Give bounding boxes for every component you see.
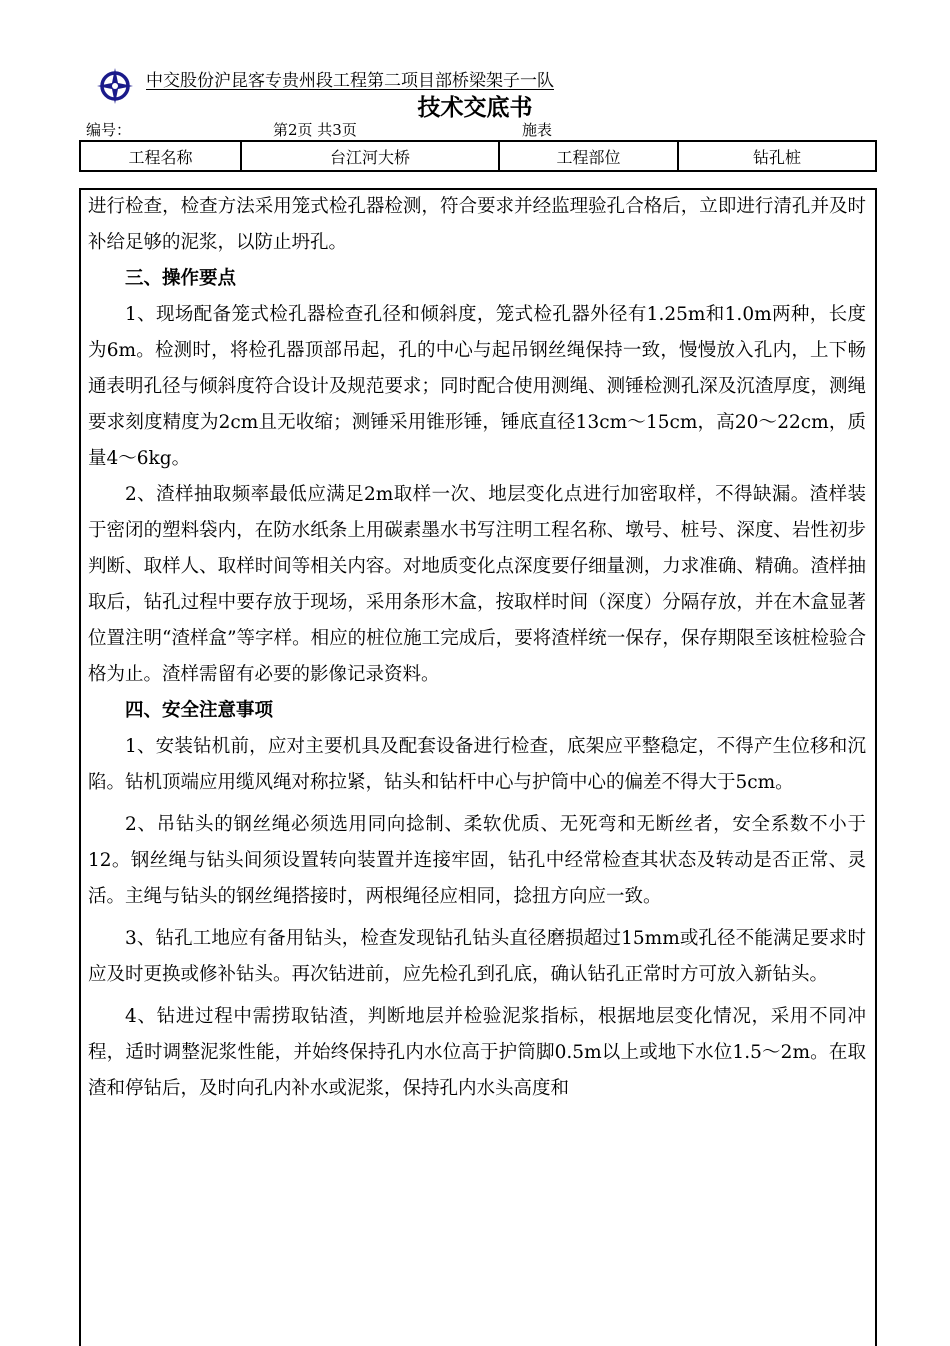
project-info-table: [79, 140, 877, 172]
paragraph-safety-4: 4、钻进过程中需捞取钻渣，判断地层并检验泥浆指标，根据地层变化情况，采用不同冲程，适时调整泥浆性能，并始终保持孔内水位高于护筒脚0.5m以上或地下水位1.5～2m。在取渣和停钻后，及时向孔内补水或泥浆，保持孔内水头高度和: [88, 1006, 866, 1099]
project-part-label: 工程部位: [499, 141, 678, 171]
document-title: 技术交底书: [417, 94, 533, 121]
paragraph-operation-2: 2、渣样抽取频率最低应满足2m取样一次、地层变化点进行加密取样，不得缺漏。渣样装于密闭的塑料袋内，在防水纸条上用碳素墨水书写注明工程名称、墩号、桩号、深度、岩性初步判断、取样人、取样时间等相关内容。对地质变化点深度要仔细量测，力求准确、精确。渣样抽取后，钻孔过程中要存放于现场，采用条形木盒，按取样时间（深度）分隔存放，并在木盒显著位置注明“渣样盒”等字样。相应的桩位施工完成后，要将渣样统一保存，保存期限至该桩检验合格为止。渣样需留有必要的影像记录资料。: [88, 484, 866, 685]
project-info-row: [80, 141, 876, 171]
company-name: 中交股份沪昆客专贵州段工程第二项目部桥梁架子一队: [146, 71, 554, 91]
paragraph-safety-2: 2、吊钻头的钢丝绳必须选用同向捻制、柔软优质、无死弯和无断丝者，安全系数不小于12。钢丝绳与钻头间须设置转向装置并连接牢固，钻孔中经常检查其状态及转动是否正常、灵活。主绳与钻头的钢丝绳搭接时，两根绳径应相同，捻扭方向应一致。: [88, 814, 866, 907]
section-heading-operation: 三、操作要点: [125, 268, 237, 289]
project-name-value: 台江河大桥: [241, 141, 499, 171]
paragraph-safety-1: 1、安装钻机前，应对主要机具及配套设备进行检查，底架应平整稳定，不得产生位移和沉陷。钻机顶端应用缆风绳对称拉紧，钻头和钻杆中心与护筒中心的偏差不得大于5cm。: [88, 736, 866, 793]
document-body: [88, 189, 866, 1107]
paragraph-continuation: 进行检查，检查方法采用笼式检孔器检测，符合要求并经监理验孔合格后，立即进行清孔并及时补给足够的泥浆，以防止坍孔。: [88, 196, 866, 253]
section-heading-safety: 四、安全注意事项: [125, 700, 274, 721]
project-name-label: 工程名称: [80, 141, 241, 171]
paragraph-operation-1: 1、现场配备笼式检孔器检查孔径和倾斜度，笼式检孔器外径有1.25m和1.0m两种，长度为6m。检测时，将检孔器顶部吊起，孔的中心与起吊钢丝绳保持一致，慢慢放入孔内，上下畅通表明孔径与倾斜度符合设计及规范要求；同时配合使用测绳、测锤检测孔深及沉渣厚度，测绳要求刻度精度为2cm且无收缩；测锤采用锥形锤，锤底直径13cm～15cm，高20～22cm，质量4～6kg。: [88, 304, 866, 469]
page-info: 第2页 共3页: [273, 121, 357, 139]
form-label: 施表: [522, 121, 553, 139]
project-part-value: 钻孔桩: [678, 141, 876, 171]
paragraph-safety-3: 3、钻孔工地应有备用钻头，检查发现钻孔钻头直径磨损超过15mm或孔径不能满足要求时应及时更换或修补钻头。再次钻进前，应先检孔到孔底，确认钻孔正常时方可放入新钻头。: [88, 928, 866, 985]
document-number-label: 编号：: [86, 121, 132, 139]
